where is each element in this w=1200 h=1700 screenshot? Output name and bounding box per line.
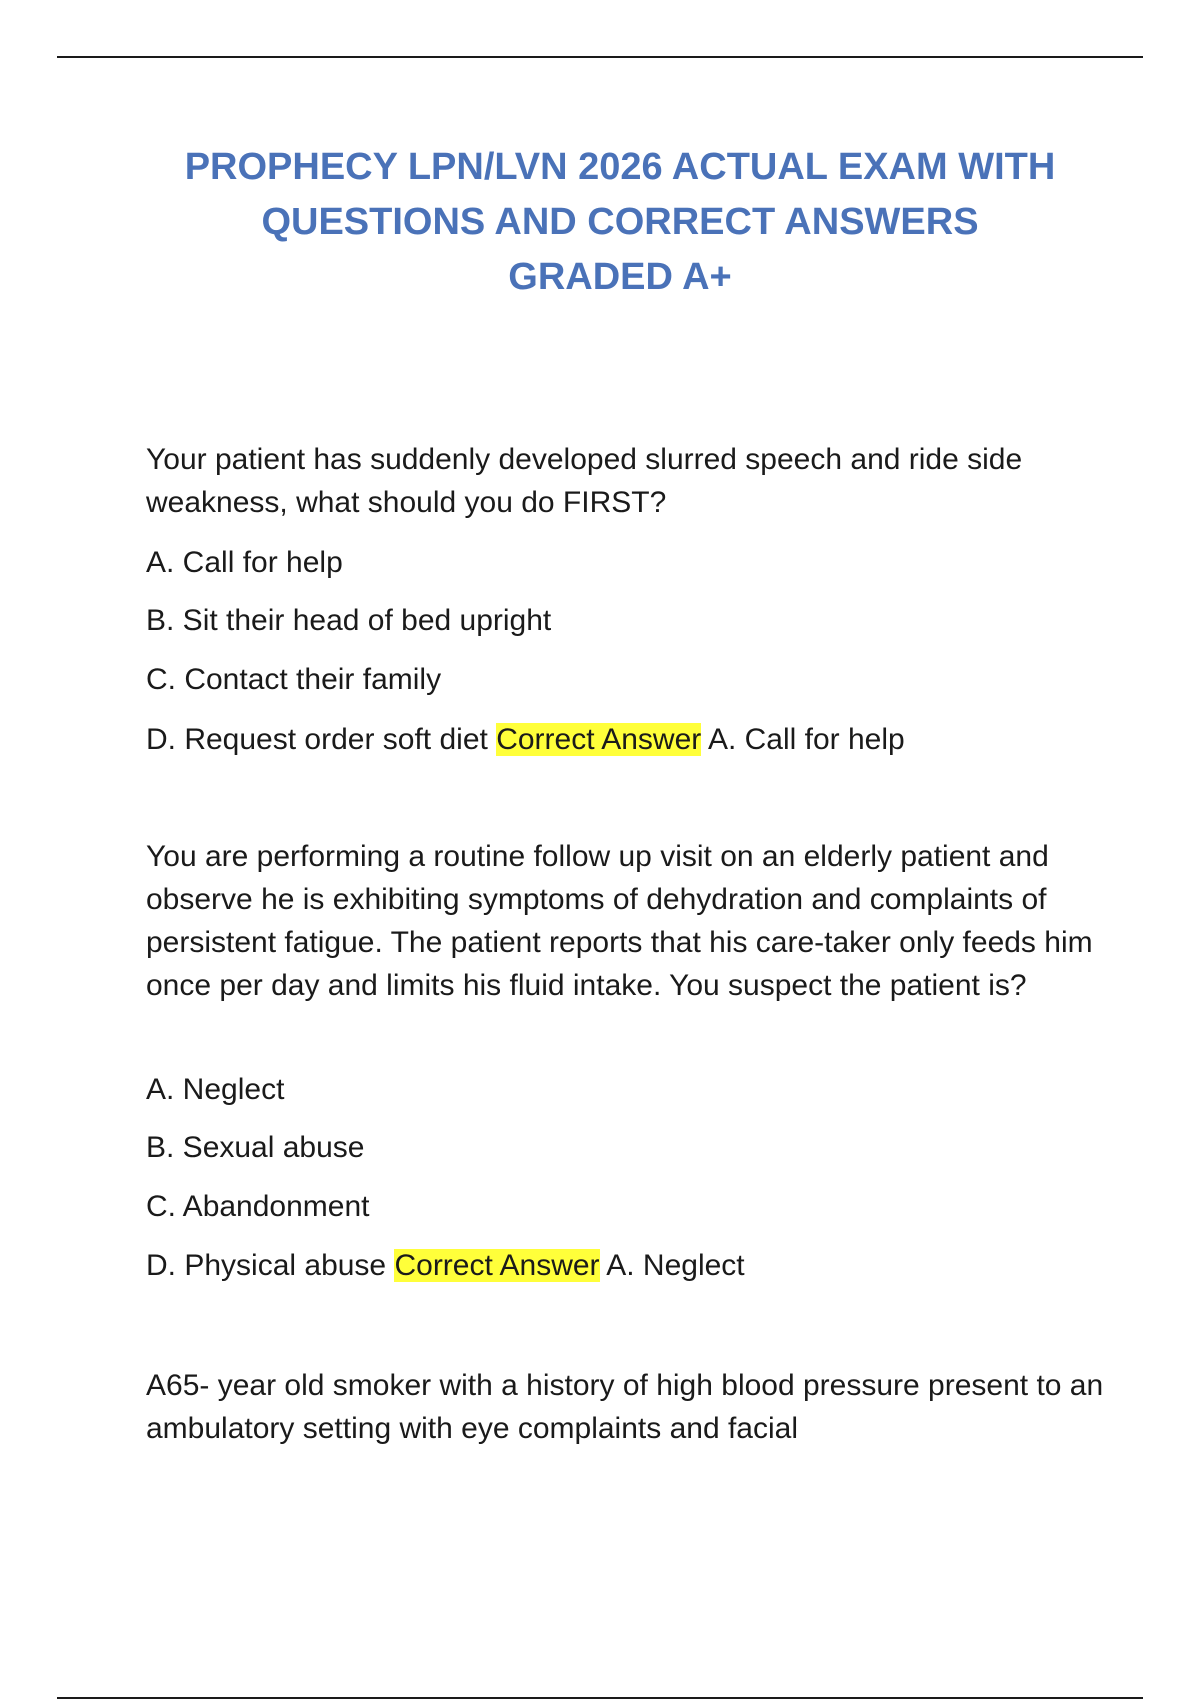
question-2-option-d: D. Physical abuse [146, 1249, 387, 1282]
title-line-2: QUESTIONS AND CORRECT ANSWERS [261, 201, 979, 243]
question-1-text: Your patient has suddenly developed slurred speech and ride side weakness, what should you do FIRST? [146, 443, 1023, 519]
question-1-option-c: C. Contact their family [146, 663, 442, 696]
question-1-correct-answer-label: Correct Answer [496, 723, 702, 756]
question-2-option-c: C. Abandonment [146, 1190, 370, 1223]
question-1-option-b: B. Sit their head of bed upright [146, 604, 552, 637]
question-1-option-d: D. Request order soft diet [146, 723, 488, 756]
title-line-1: PROPHECY LPN/LVN 2026 ACTUAL EXAM WITH [184, 146, 1056, 188]
question-1-option-d-line [146, 720, 1106, 760]
question-2-option-b: B. Sexual abuse [146, 1131, 365, 1164]
question-1-option-a: A. Call for help [146, 546, 343, 579]
question-2-option-d-line [146, 1246, 1106, 1286]
bottom-rule [57, 1697, 1143, 1699]
question-1-correct-answer: A. Call for help [707, 723, 905, 756]
question-3-text: A65- year old smoker with a history of high blood pressure present to an ambulatory setting with eye complaints and facial [146, 1369, 1104, 1445]
title-line-3: GRADED A+ [508, 256, 732, 298]
question-2-correct-answer: A. Neglect [606, 1249, 745, 1282]
question-2-text: You are performing a routine follow up visit on an elderly patient and observe he is exhibiting symptoms of dehydration and complaints of persistent fatigue. The patient reports that his care-taker only feeds him once per day and limits his fluid intake. You suspect the patient is? [146, 840, 1093, 1002]
top-rule [57, 56, 1143, 58]
question-2-correct-answer-label: Correct Answer [394, 1249, 600, 1282]
document-title [110, 140, 1130, 305]
question-2-option-a: A. Neglect [146, 1073, 285, 1106]
